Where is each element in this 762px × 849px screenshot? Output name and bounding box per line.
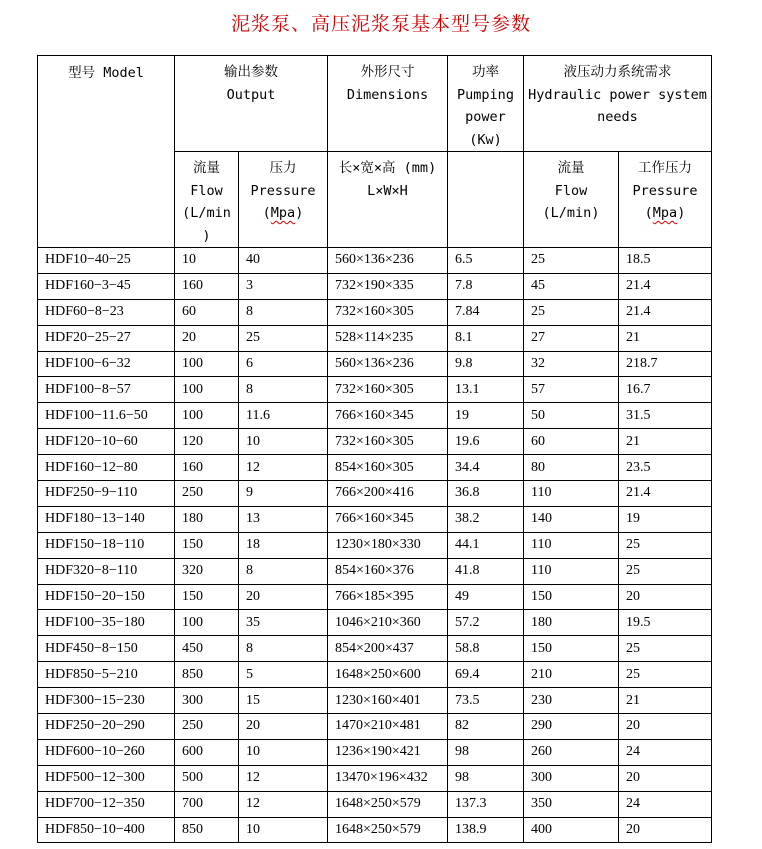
value-cell: 6 xyxy=(239,351,328,377)
value-cell: 1648×250×579 xyxy=(328,817,448,843)
value-cell: 80 xyxy=(524,455,619,481)
value-cell: 25 xyxy=(239,325,328,351)
model-cell: HDF450−8−150 xyxy=(38,636,175,662)
value-cell: 320 xyxy=(175,558,239,584)
header-line: Pumping xyxy=(457,86,514,103)
spellcheck-word: Mpa xyxy=(270,205,296,221)
value-cell: 500 xyxy=(175,765,239,791)
value-cell: 854×160×305 xyxy=(328,455,448,481)
table-row xyxy=(38,455,712,481)
header-line: 功率 xyxy=(472,64,499,80)
table-row xyxy=(38,351,712,377)
table-row xyxy=(38,791,712,817)
header-line: Dimensions xyxy=(346,86,429,103)
value-cell: 560×136×236 xyxy=(328,248,448,274)
header-row-1 xyxy=(38,56,712,152)
value-cell: 100 xyxy=(175,377,239,403)
header-line: 压力 xyxy=(269,160,297,176)
value-cell: 8 xyxy=(239,377,328,403)
value-cell: 9.8 xyxy=(448,351,524,377)
value-cell: 82 xyxy=(448,714,524,740)
model-cell: HDF300−15−230 xyxy=(38,688,175,714)
value-cell: 57 xyxy=(524,377,619,403)
value-cell: 98 xyxy=(448,739,524,765)
value-cell: 20 xyxy=(175,325,239,351)
value-cell: 8 xyxy=(239,636,328,662)
value-cell: 20 xyxy=(239,714,328,740)
value-cell: 15 xyxy=(239,688,328,714)
value-cell: 180 xyxy=(524,610,619,636)
value-cell: 25 xyxy=(619,558,712,584)
header-line: Hydraulic power system xyxy=(528,86,707,103)
table-row xyxy=(38,610,712,636)
value-cell: 13470×196×432 xyxy=(328,765,448,791)
value-cell: 350 xyxy=(524,791,619,817)
value-cell: 8 xyxy=(239,299,328,325)
value-cell: 150 xyxy=(524,584,619,610)
value-cell: 19 xyxy=(619,506,712,532)
value-cell: 58.8 xyxy=(448,636,524,662)
table-header xyxy=(38,56,712,248)
value-cell: 160 xyxy=(175,273,239,299)
header-line: Pressure xyxy=(250,182,316,199)
value-cell: 32 xyxy=(524,351,619,377)
model-cell: HDF850−5−210 xyxy=(38,662,175,688)
header-line: L×W×H xyxy=(367,182,408,199)
value-cell: 21 xyxy=(619,429,712,455)
value-cell: 21.4 xyxy=(619,273,712,299)
value-cell: 230 xyxy=(524,688,619,714)
model-cell: HDF10−40−25 xyxy=(38,248,175,274)
table-row xyxy=(38,584,712,610)
header-line: 长×宽×高 (mm) xyxy=(338,160,437,176)
value-cell: 400 xyxy=(524,817,619,843)
table-row xyxy=(38,558,712,584)
subheader-flow xyxy=(175,152,239,248)
value-cell: 34.4 xyxy=(448,455,524,481)
value-cell: 7.8 xyxy=(448,273,524,299)
value-cell: 766×185×395 xyxy=(328,584,448,610)
table-row xyxy=(38,817,712,843)
page-title: 泥浆泵、高压泥浆泵基本型号参数 xyxy=(230,14,531,35)
value-cell: 110 xyxy=(524,481,619,507)
model-cell: HDF100−8−57 xyxy=(38,377,175,403)
value-cell: 20 xyxy=(619,817,712,843)
model-cell: HDF160−12−80 xyxy=(38,455,175,481)
model-cell: HDF120−10−60 xyxy=(38,429,175,455)
value-cell: 137.3 xyxy=(448,791,524,817)
header-line: needs xyxy=(597,109,638,125)
value-cell: 854×200×437 xyxy=(328,636,448,662)
subheader-pressure xyxy=(239,152,328,248)
value-cell: 16.7 xyxy=(619,377,712,403)
value-cell: 218.7 xyxy=(619,351,712,377)
header-line: Pressure xyxy=(632,182,698,199)
table-row xyxy=(38,429,712,455)
value-cell: 9 xyxy=(239,481,328,507)
value-cell: 20 xyxy=(619,584,712,610)
value-cell: 45 xyxy=(524,273,619,299)
value-cell: 766×160×345 xyxy=(328,403,448,429)
table-row xyxy=(38,688,712,714)
table-body xyxy=(38,248,712,843)
value-cell: 11.6 xyxy=(239,403,328,429)
value-cell: 27 xyxy=(524,325,619,351)
model-cell: HDF600−10−260 xyxy=(38,739,175,765)
value-cell: 12 xyxy=(239,791,328,817)
header-line: (L/min xyxy=(182,205,231,221)
value-cell: 57.2 xyxy=(448,610,524,636)
table-row xyxy=(38,377,712,403)
value-cell: 120 xyxy=(175,429,239,455)
model-cell: HDF100−6−32 xyxy=(38,351,175,377)
model-cell: HDF100−35−180 xyxy=(38,610,175,636)
value-cell: 732×160×305 xyxy=(328,377,448,403)
value-cell: 20 xyxy=(619,765,712,791)
value-cell: 6.5 xyxy=(448,248,524,274)
value-cell: 23.5 xyxy=(619,455,712,481)
value-cell: 49 xyxy=(448,584,524,610)
value-cell: 13 xyxy=(239,506,328,532)
value-cell: 38.2 xyxy=(448,506,524,532)
subheader-power-empty xyxy=(448,152,524,248)
value-cell: 528×114×235 xyxy=(328,325,448,351)
value-cell: 60 xyxy=(175,299,239,325)
header-line: 外形尺寸 xyxy=(360,64,415,80)
value-cell: 40 xyxy=(239,248,328,274)
value-cell: 25 xyxy=(524,299,619,325)
value-cell: 10 xyxy=(239,739,328,765)
model-cell: HDF100−11.6−50 xyxy=(38,403,175,429)
header-line: (Mpa) xyxy=(262,205,304,221)
value-cell: 25 xyxy=(619,636,712,662)
header-line: Flow xyxy=(554,182,588,199)
subheader-dimensions-detail xyxy=(328,152,448,248)
value-cell: 850 xyxy=(175,817,239,843)
table-row xyxy=(38,765,712,791)
value-cell: 300 xyxy=(524,765,619,791)
header-power xyxy=(448,56,524,152)
model-cell: HDF160−3−45 xyxy=(38,273,175,299)
model-cell: HDF150−18−110 xyxy=(38,532,175,558)
header-output xyxy=(175,56,328,152)
value-cell: 41.8 xyxy=(448,558,524,584)
value-cell: 21.4 xyxy=(619,481,712,507)
header-dimensions xyxy=(328,56,448,152)
value-cell: 766×160×345 xyxy=(328,506,448,532)
value-cell: 3 xyxy=(239,273,328,299)
value-cell: 24 xyxy=(619,739,712,765)
parameters-table xyxy=(37,55,712,843)
value-cell: 1230×180×330 xyxy=(328,532,448,558)
value-cell: 1236×190×421 xyxy=(328,739,448,765)
value-cell: 50 xyxy=(524,403,619,429)
value-cell: 35 xyxy=(239,610,328,636)
header-line: (Mpa) xyxy=(644,205,686,221)
value-cell: 260 xyxy=(524,739,619,765)
model-cell: HDF180−13−140 xyxy=(38,506,175,532)
table-row xyxy=(38,532,712,558)
value-cell: 1648×250×600 xyxy=(328,662,448,688)
model-cell: HDF20−25−27 xyxy=(38,325,175,351)
value-cell: 110 xyxy=(524,532,619,558)
value-cell: 8.1 xyxy=(448,325,524,351)
value-cell: 560×136×236 xyxy=(328,351,448,377)
value-cell: 5 xyxy=(239,662,328,688)
value-cell: 10 xyxy=(175,248,239,274)
subheader-hydraulic-flow xyxy=(524,152,619,248)
value-cell: 12 xyxy=(239,765,328,791)
model-cell: HDF250−9−110 xyxy=(38,481,175,507)
value-cell: 10 xyxy=(239,817,328,843)
value-cell: 854×160×376 xyxy=(328,558,448,584)
table-row xyxy=(38,325,712,351)
model-cell: HDF60−8−23 xyxy=(38,299,175,325)
value-cell: 160 xyxy=(175,455,239,481)
header-line: 输出参数 xyxy=(224,64,278,80)
value-cell: 100 xyxy=(175,403,239,429)
value-cell: 150 xyxy=(175,532,239,558)
value-cell: 60 xyxy=(524,429,619,455)
value-cell: 20 xyxy=(239,584,328,610)
table-row xyxy=(38,662,712,688)
value-cell: 21 xyxy=(619,325,712,351)
value-cell: 250 xyxy=(175,481,239,507)
table-row xyxy=(38,636,712,662)
value-cell: 250 xyxy=(175,714,239,740)
value-cell: 110 xyxy=(524,558,619,584)
value-cell: 18 xyxy=(239,532,328,558)
header-line: 液压动力系统需求 xyxy=(563,64,672,80)
header-model: 型号 Model xyxy=(38,56,175,248)
value-cell: 19 xyxy=(448,403,524,429)
value-cell: 138.9 xyxy=(448,817,524,843)
value-cell: 25 xyxy=(619,532,712,558)
value-cell: 300 xyxy=(175,688,239,714)
value-cell: 140 xyxy=(524,506,619,532)
value-cell: 7.84 xyxy=(448,299,524,325)
header-line: (Kw) xyxy=(469,131,502,148)
table-row xyxy=(38,714,712,740)
value-cell: 600 xyxy=(175,739,239,765)
table-row xyxy=(38,739,712,765)
value-cell: 69.4 xyxy=(448,662,524,688)
header-line: power xyxy=(465,109,506,125)
subheader-hydraulic-pressure xyxy=(619,152,712,248)
value-cell: 100 xyxy=(175,610,239,636)
table-row xyxy=(38,273,712,299)
table-row xyxy=(38,403,712,429)
value-cell: 850 xyxy=(175,662,239,688)
value-cell: 20 xyxy=(619,714,712,740)
value-cell: 36.8 xyxy=(448,481,524,507)
value-cell: 150 xyxy=(524,636,619,662)
value-cell: 100 xyxy=(175,351,239,377)
header-hydraulic xyxy=(524,56,712,152)
header-line: Output xyxy=(226,86,276,103)
value-cell: 1470×210×481 xyxy=(328,714,448,740)
value-cell: 180 xyxy=(175,506,239,532)
table-row xyxy=(38,248,712,274)
value-cell: 1230×160×401 xyxy=(328,688,448,714)
value-cell: 73.5 xyxy=(448,688,524,714)
table-row xyxy=(38,481,712,507)
value-cell: 766×200×416 xyxy=(328,481,448,507)
value-cell: 450 xyxy=(175,636,239,662)
model-cell: HDF150−20−150 xyxy=(38,584,175,610)
table-row xyxy=(38,506,712,532)
header-line: 流量 xyxy=(557,160,585,176)
value-cell: 732×190×335 xyxy=(328,273,448,299)
model-cell: HDF700−12−350 xyxy=(38,791,175,817)
value-cell: 44.1 xyxy=(448,532,524,558)
value-cell: 25 xyxy=(619,662,712,688)
value-cell: 12 xyxy=(239,455,328,481)
value-cell: 24 xyxy=(619,791,712,817)
value-cell: 732×160×305 xyxy=(328,429,448,455)
value-cell: 98 xyxy=(448,765,524,791)
header-line: Flow xyxy=(190,182,223,199)
model-cell: HDF500−12−300 xyxy=(38,765,175,791)
value-cell: 8 xyxy=(239,558,328,584)
value-cell: 21 xyxy=(619,688,712,714)
value-cell: 19.6 xyxy=(448,429,524,455)
value-cell: 25 xyxy=(524,248,619,274)
table-row xyxy=(38,299,712,325)
header-line: 工作压力 xyxy=(638,160,692,176)
model-cell: HDF850−10−400 xyxy=(38,817,175,843)
header-line: 流量 xyxy=(193,160,220,176)
value-cell: 21.4 xyxy=(619,299,712,325)
value-cell: 13.1 xyxy=(448,377,524,403)
spellcheck-word: Mpa xyxy=(652,205,678,221)
value-cell: 18.5 xyxy=(619,248,712,274)
value-cell: 732×160×305 xyxy=(328,299,448,325)
value-cell: 19.5 xyxy=(619,610,712,636)
value-cell: 290 xyxy=(524,714,619,740)
value-cell: 700 xyxy=(175,791,239,817)
value-cell: 10 xyxy=(239,429,328,455)
model-cell: HDF320−8−110 xyxy=(38,558,175,584)
value-cell: 150 xyxy=(175,584,239,610)
value-cell: 1648×250×579 xyxy=(328,791,448,817)
value-cell: 1046×210×360 xyxy=(328,610,448,636)
model-cell: HDF250−20−290 xyxy=(38,714,175,740)
header-line: (L/min) xyxy=(542,205,600,221)
value-cell: 31.5 xyxy=(619,403,712,429)
header-line: ) xyxy=(202,227,211,244)
value-cell: 210 xyxy=(524,662,619,688)
